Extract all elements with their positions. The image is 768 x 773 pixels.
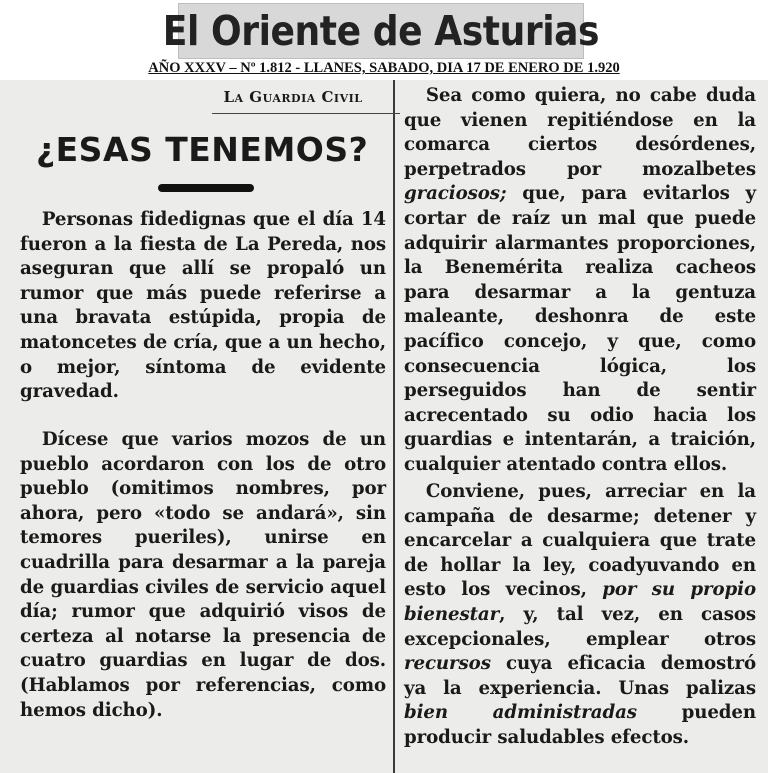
paragraph-4-italic-bienestar: por su propio bienestar [404, 579, 756, 625]
issue-dateline: AÑO XXXV – Nº 1.812 - LLANES, SABADO, DIA 17 DE ENERO DE 1.920 [148, 60, 620, 76]
column-divider [393, 80, 395, 773]
paragraph-3 [404, 84, 756, 478]
paragraph-2: Dícese que varios mozos de un pueblo acordaron con los de otro pueblo (omitimos nombres, por ahora, pero «todo se andará», sin temores pueriles), unirse en cuadrilla para desarmar a la pareja de guardias civiles de servicio aquel día; rumor que adquirió visos de certeza al notarse la presencia de cuatro guardias en lugar de dos. (Hablamos por referencias, como hemos dicho). [20, 429, 386, 721]
newspaper-title: El Oriente de Asturias [162, 7, 600, 55]
paragraph-3-text-a: Sea como quiera, no cabe duda que vienen repitiéndose en la comarca ciertos desórdenes, perpetrados por mozalbetes [404, 85, 756, 180]
section-label: La Guardia Civil [223, 88, 363, 106]
headline-underline-bar [158, 184, 254, 192]
newspaper-masthead [162, 3, 600, 59]
paragraph-4-text-a: Conviene, pues, arreciar en la campaña de desarme; detener y encarcelar a cualquiera que trate de hollar la ley, coadyuvando en esto los vecinos, [404, 481, 756, 601]
section-rule [212, 113, 400, 114]
paragraph-4-italic-recursos: recursos [404, 653, 491, 675]
paragraph-4-text-e: cuya eficacia demostró ya la experiencia. Unas palizas [404, 653, 756, 699]
paragraph-1: Personas fidedignas que el día 14 fueron a la fiesta de La Pereda, nos aseguran que allí se propaló un rumor que más puede referirse a una bravata estúpida, propia de matoncetes de cría, que a un hecho, o mejor, síntoma de evidente gravedad. [20, 209, 386, 403]
paragraph-4-text-g: pueden producir saludables efectos. [404, 702, 756, 748]
article-headline: ¿ESAS TENEMOS? [36, 130, 369, 169]
paragraph-4-text-c: , y, tal vez, en casos excepcionales, emplear otros [404, 603, 756, 650]
paragraph-4-italic-administradas: bien administradas [404, 702, 637, 724]
paragraph-4 [404, 480, 756, 751]
paragraph-3-text-c: que, para evitarlos y cortar de raíz un mal que puede adquirir alarmantes proporciones, la Benemérita realiza cacheos para desarmar a la gentuza maleante, deshonra de este pacífico concejo, y que, como consecuencia lógica, los perseguidos han de sentir acrecentado su odio hacia los guardias e intentarán, a traición, cualquier atentado contra ellos. [404, 183, 756, 475]
paragraph-3-italic-graciosos: graciosos; [404, 183, 507, 205]
